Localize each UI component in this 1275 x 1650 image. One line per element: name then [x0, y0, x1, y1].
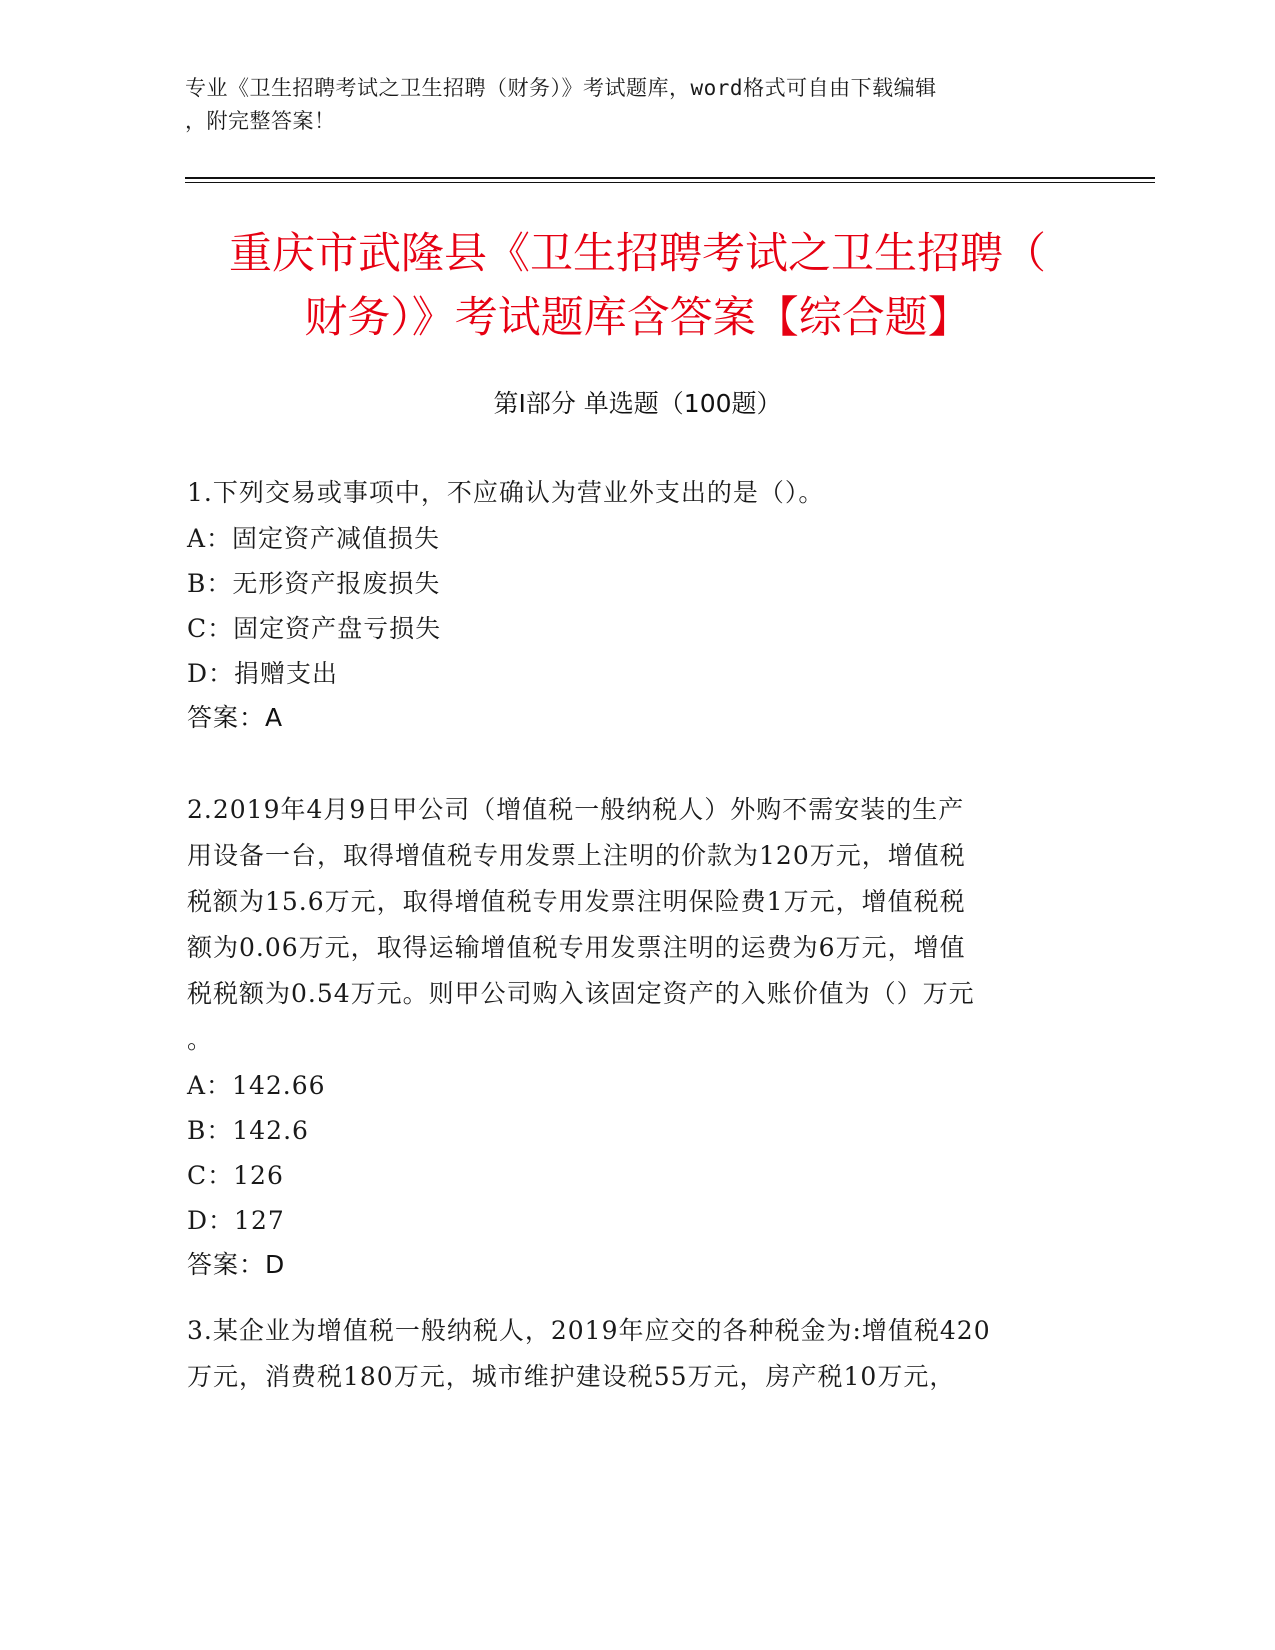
document-title-line-2: 财务）》考试题库含答案【综合题】: [304, 293, 971, 343]
option-d: D：127: [187, 1206, 285, 1235]
question-stem-line: 税税额为0.54万元。则甲公司购入该固定资产的入账价值为（）万元: [187, 979, 975, 1008]
question-2: [187, 787, 1077, 1287]
question-stem-line: 。: [187, 1025, 214, 1054]
document-title-line-1: 重庆市武隆县《卫生招聘考试之卫生招聘（: [229, 229, 1046, 279]
option-c: C：126: [187, 1161, 284, 1190]
option-d: D：捐赠支出: [187, 659, 339, 688]
section-title: 第Ⅰ部分 单选题（100题）: [493, 389, 782, 418]
question-stem-line: 3.某企业为增值税一般纳税人，2019年应交的各种税金为:增值税420: [187, 1316, 991, 1345]
question-stem-line: 1.下列交易或事项中，不应确认为营业外支出的是（）。: [187, 478, 825, 507]
header-divider-thick: [185, 177, 1155, 179]
answer: 答案：D: [187, 1250, 286, 1279]
question-stem-line: 税额为15.6万元，取得增值税专用发票注明保险费1万元，增值税税: [187, 887, 966, 916]
option-a: A：固定资产减值损失: [187, 524, 441, 553]
option-b: B：142.6: [187, 1116, 309, 1145]
header-note: [185, 72, 1065, 138]
option-b: B：无形资产报废损失: [187, 569, 441, 598]
question-stem-line: 万元，消费税180万元，城市维护建设税55万元，房产税10万元，: [187, 1362, 956, 1391]
question-stem-line: 用设备一台，取得增值税专用发票上注明的价款为120万元，增值税: [187, 841, 966, 870]
question-1: [187, 470, 1077, 740]
document-title: [150, 222, 1125, 350]
answer: 答案：A: [187, 703, 284, 732]
option-a: A：142.66: [187, 1071, 326, 1100]
header-divider-thin: [185, 182, 1155, 183]
header-note-line-1: 专业《卫生招聘考试之卫生招聘（财务）》考试题库，word格式可自由下载编辑: [185, 76, 937, 100]
header-note-line-2: ，附完整答案！: [185, 109, 336, 133]
option-c: C：固定资产盘亏损失: [187, 614, 442, 643]
question-stem-line: 2.2019年4月9日甲公司（增值税一般纳税人）外购不需安装的生产: [187, 795, 965, 824]
question-stem-line: 额为0.06万元，取得运输增值税专用发票注明的运费为6万元，增值: [187, 933, 966, 962]
question-3: [187, 1308, 1077, 1400]
